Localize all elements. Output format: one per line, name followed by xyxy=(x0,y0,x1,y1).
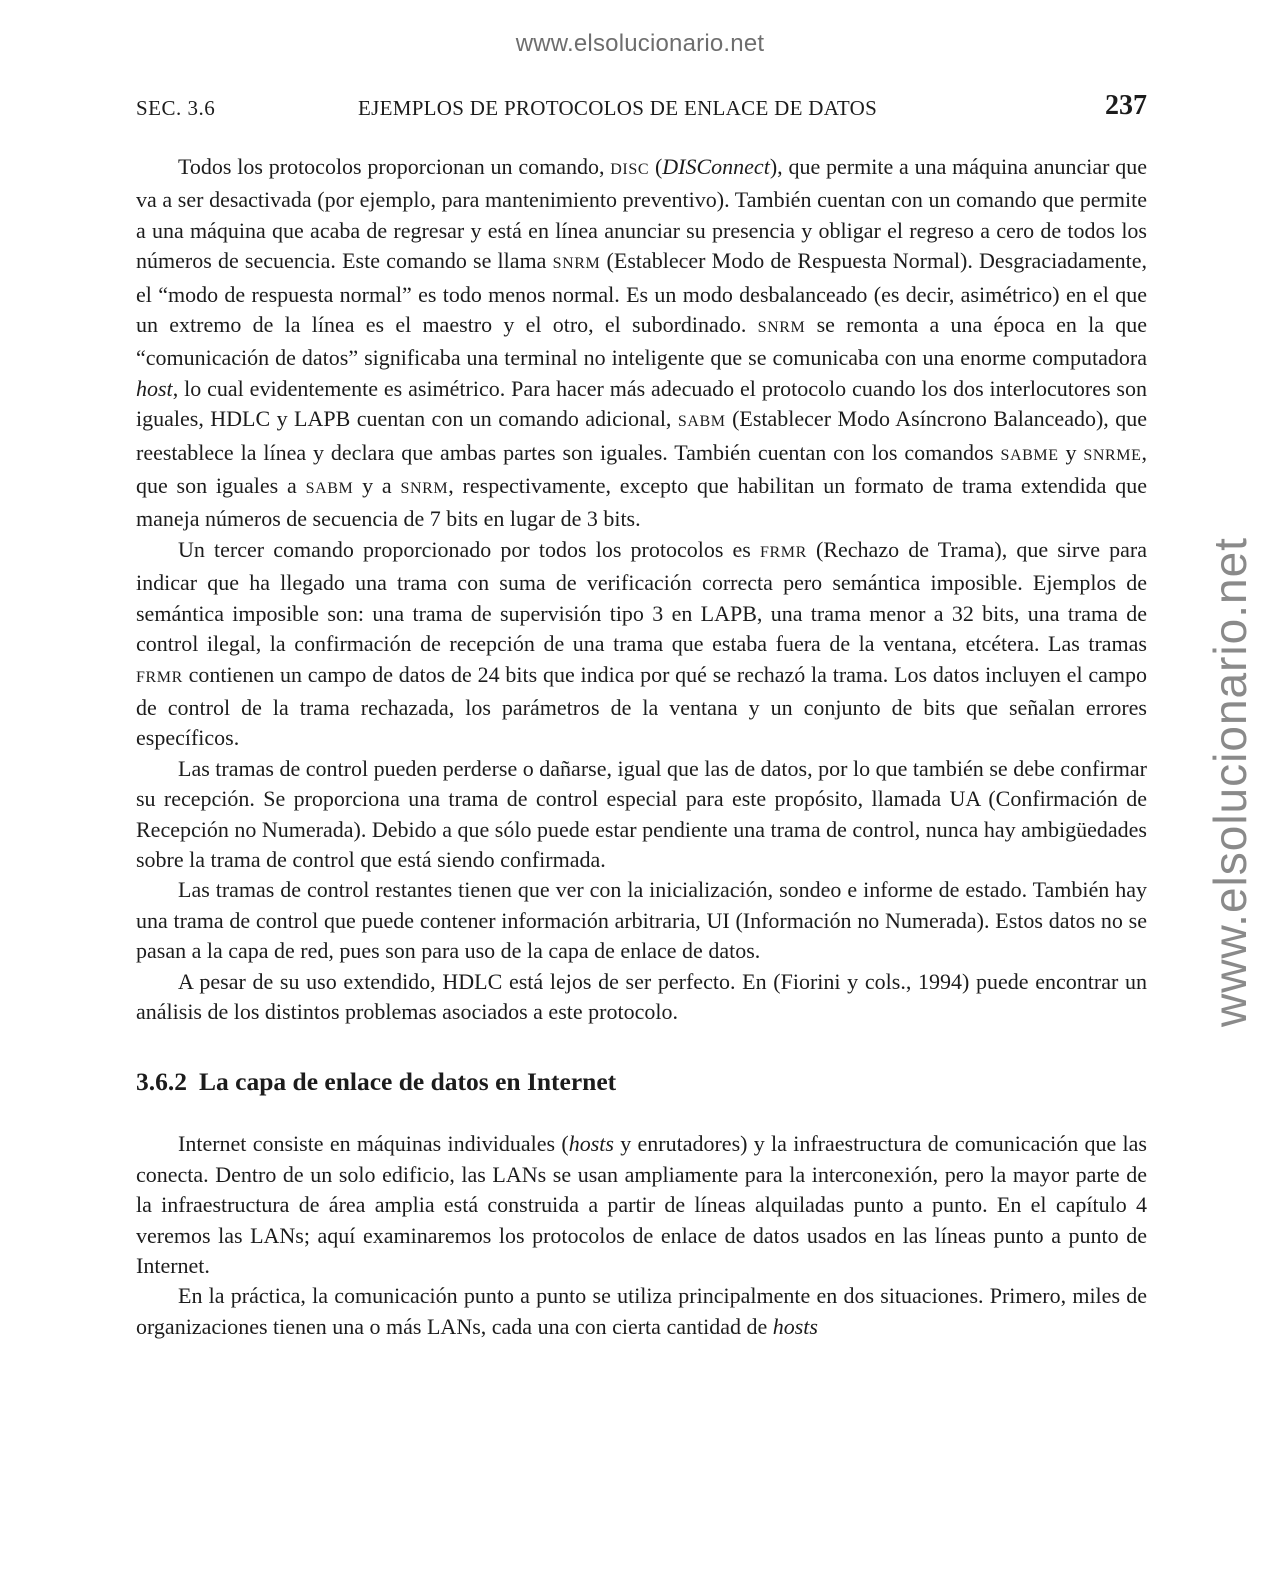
paragraph-point-to-point: En la práctica, la comunicación punto a punto se utiliza principalmente en dos situaciones. Primero, miles de organizaciones tienen una o más LANs, cada una con cierta cantidad de hosts xyxy=(136,1283,1147,1339)
watermark-side: www.elsolucionario.net xyxy=(1204,537,1256,1027)
page-number: 237 xyxy=(1105,90,1147,121)
chapter-section-title: EJEMPLOS DE PROTOCOLOS DE ENLACE DE DATOS xyxy=(358,96,878,120)
running-head xyxy=(136,90,1147,124)
section-label: SEC. 3.6 xyxy=(136,96,216,120)
paragraph-ua: Las tramas de control pueden perderse o dañarse, igual que las de datos, por lo que también se debe confirmar su recepción. Se proporciona una trama de control especial para este propósito, llamada UA (Confirmación de Recepción no Numerada). Debido a que sólo puede estar pendiente una trama de control, nunca hay ambigüedades sobre la trama de control que está siendo confirmada. xyxy=(136,755,1147,872)
section-heading: 3.6.2 La capa de enlace de datos en Internet xyxy=(136,1067,617,1097)
paragraph-frmr: Un tercer comando proporcionado por todos los protocolos es FRMR (Rechazo de Trama), que sirve para indicar que ha llegado una trama con suma de verificación correcta pero semántica imposible. Ejemplos de semántica imposible son: una trama de supervisión tipo 3 en LAPB, una trama menor a 32 bits, una trama de control ilegal, la confirmación de recepción de una trama que estaba fuera de la ventana, etcétera. Las tramas FRMR contienen un campo de datos de 24 bits que indica por qué se rechazó la trama. Los datos incluyen el campo de control de la trama rechazada, los parámetros de la ventana y un conjunto de bits que señalan errores específicos. xyxy=(136,536,1147,751)
paragraph-internet: Internet consiste en máquinas individuales (hosts y enrutadores) y la infraestructura de comunicación que las conecta. Dentro de un solo edificio, las LANs se usan ampliamente para la interconexión, pero la mayor parte de la infraestructura de área amplia está construida a partir de líneas alquiladas punto a punto. En el capítulo 4 veremos las LANs; aquí examinaremos los protocolos de enlace de datos usados en las líneas punto a punto de Internet. xyxy=(136,1131,1147,1278)
page-body xyxy=(136,152,1147,1342)
paragraph-ui: Las tramas de control restantes tienen que ver con la inicialización, sondeo e informe de estado. También hay una trama de control que puede contener información arbitraria, UI (Información no Numerada). Estos datos no se pasan a la capa de red, pues son para uso de la capa de enlace de datos. xyxy=(136,877,1147,964)
paragraph-hdlc-problems: A pesar de su uso extendido, HDLC está lejos de ser perfecto. En (Fiorini y cols., 1994) puede encontrar un análisis de los distintos problemas asociados a este protocolo. xyxy=(136,968,1147,1024)
watermark-top: www.elsolucionario.net xyxy=(515,30,765,57)
paragraph-disc: Todos los protocolos proporcionan un comando, DISC (DISConnect), que permite a una máquina anunciar que va a ser desactivada (por ejemplo, para mantenimiento preventivo). También cuentan con un comando que permite a una máquina que acaba de regresar y está en línea anunciar su presencia y obligar el regreso a cero de todos los números de secuencia. Este comando se llama SNRM (Establecer Modo de Respuesta Normal). Desgraciadamente, el “modo de respuesta normal” es todo menos normal. Es un modo desbalanceado (es decir, asimétrico) en el que un extremo de la línea es el maestro y el otro, el subordinado. SNRM se remonta a una época en la que “comunicación de datos” significaba una terminal no inteligente que se comunicaba con una enorme computadora host, lo cual evidentemente es asimétrico. Para hacer más adecuado el protocolo cuando los dos interlocutores son iguales, HDLC y LAPB cuentan con un comando adicional, SABM (Establecer Modo Asíncrono Balanceado), que reestablece la línea y declara que ambas partes son iguales. También cuentan con los comandos SABME y SNRME, que son iguales a SABM y a SNRM, respectivamente, excepto que habilitan un formato de trama extendida que maneja números de secuencia de 7 bits en lugar de 3 bits. xyxy=(136,154,1148,532)
